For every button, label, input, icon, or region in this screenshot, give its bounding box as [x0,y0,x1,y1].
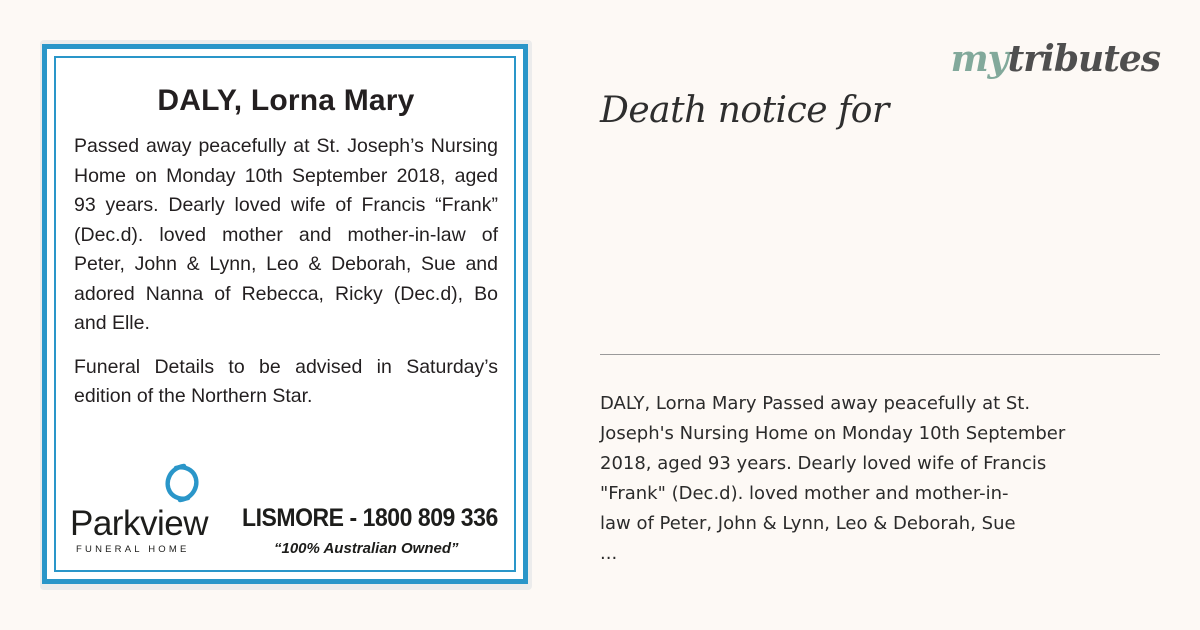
brand-logo-part-my: my [950,38,1008,80]
excerpt-ellipsis: ... [600,543,618,564]
excerpt-line: "Frank" (Dec.d). loved mother and mother-in- [600,483,1009,504]
parkview-swirl-icon [154,460,210,506]
excerpt-line: law of Peter, John & Lynn, Leo & Deborah, Sue [600,513,1016,534]
funeral-home-phone: LISMORE - 1800 809 336 [242,504,498,532]
parkview-logo [70,460,230,558]
page-heading: Death notice for [600,90,889,131]
notice-body-text: Passed away peacefully at St. Joseph’s Nursing Home on Monday 10th September 2018, aged 93 years. Dearly loved wife of Francis “Frank” (Dec.d). loved mother and mother-in-law of Peter, John & Lynn, Leo & Deborah, Sue and adored Nanna of Rebecca, Ricky (Dec.d), Bo and Elle. [74,135,498,334]
notice-excerpt [600,389,1120,569]
excerpt-line: Joseph's Nursing Home on Monday 10th September [600,423,1066,444]
notice-outer-border [42,44,528,584]
mytributes-logo[interactable] [951,38,1160,80]
death-notice-image [40,40,532,590]
notice-deceased-name: DALY, Lorna Mary [157,84,415,117]
notice-funeral-details: Funeral Details to be advised in Saturday’s edition of the Northern Star. [74,355,498,407]
excerpt-line: 2018, aged 93 years. Dearly loved wife of Francis [600,453,1047,474]
notice-inner-border [54,56,516,572]
funeral-home-name: Parkview [70,504,208,543]
section-divider [600,354,1160,355]
excerpt-line: DALY, Lorna Mary Passed away peacefully at St. [600,393,1031,414]
funeral-home-tagline: “100% Australian Owned” [274,540,459,557]
funeral-home-advert [70,460,504,558]
brand-logo-part-tributes: tributes [1007,38,1160,80]
funeral-home-subtitle: FUNERAL HOME [76,544,190,555]
